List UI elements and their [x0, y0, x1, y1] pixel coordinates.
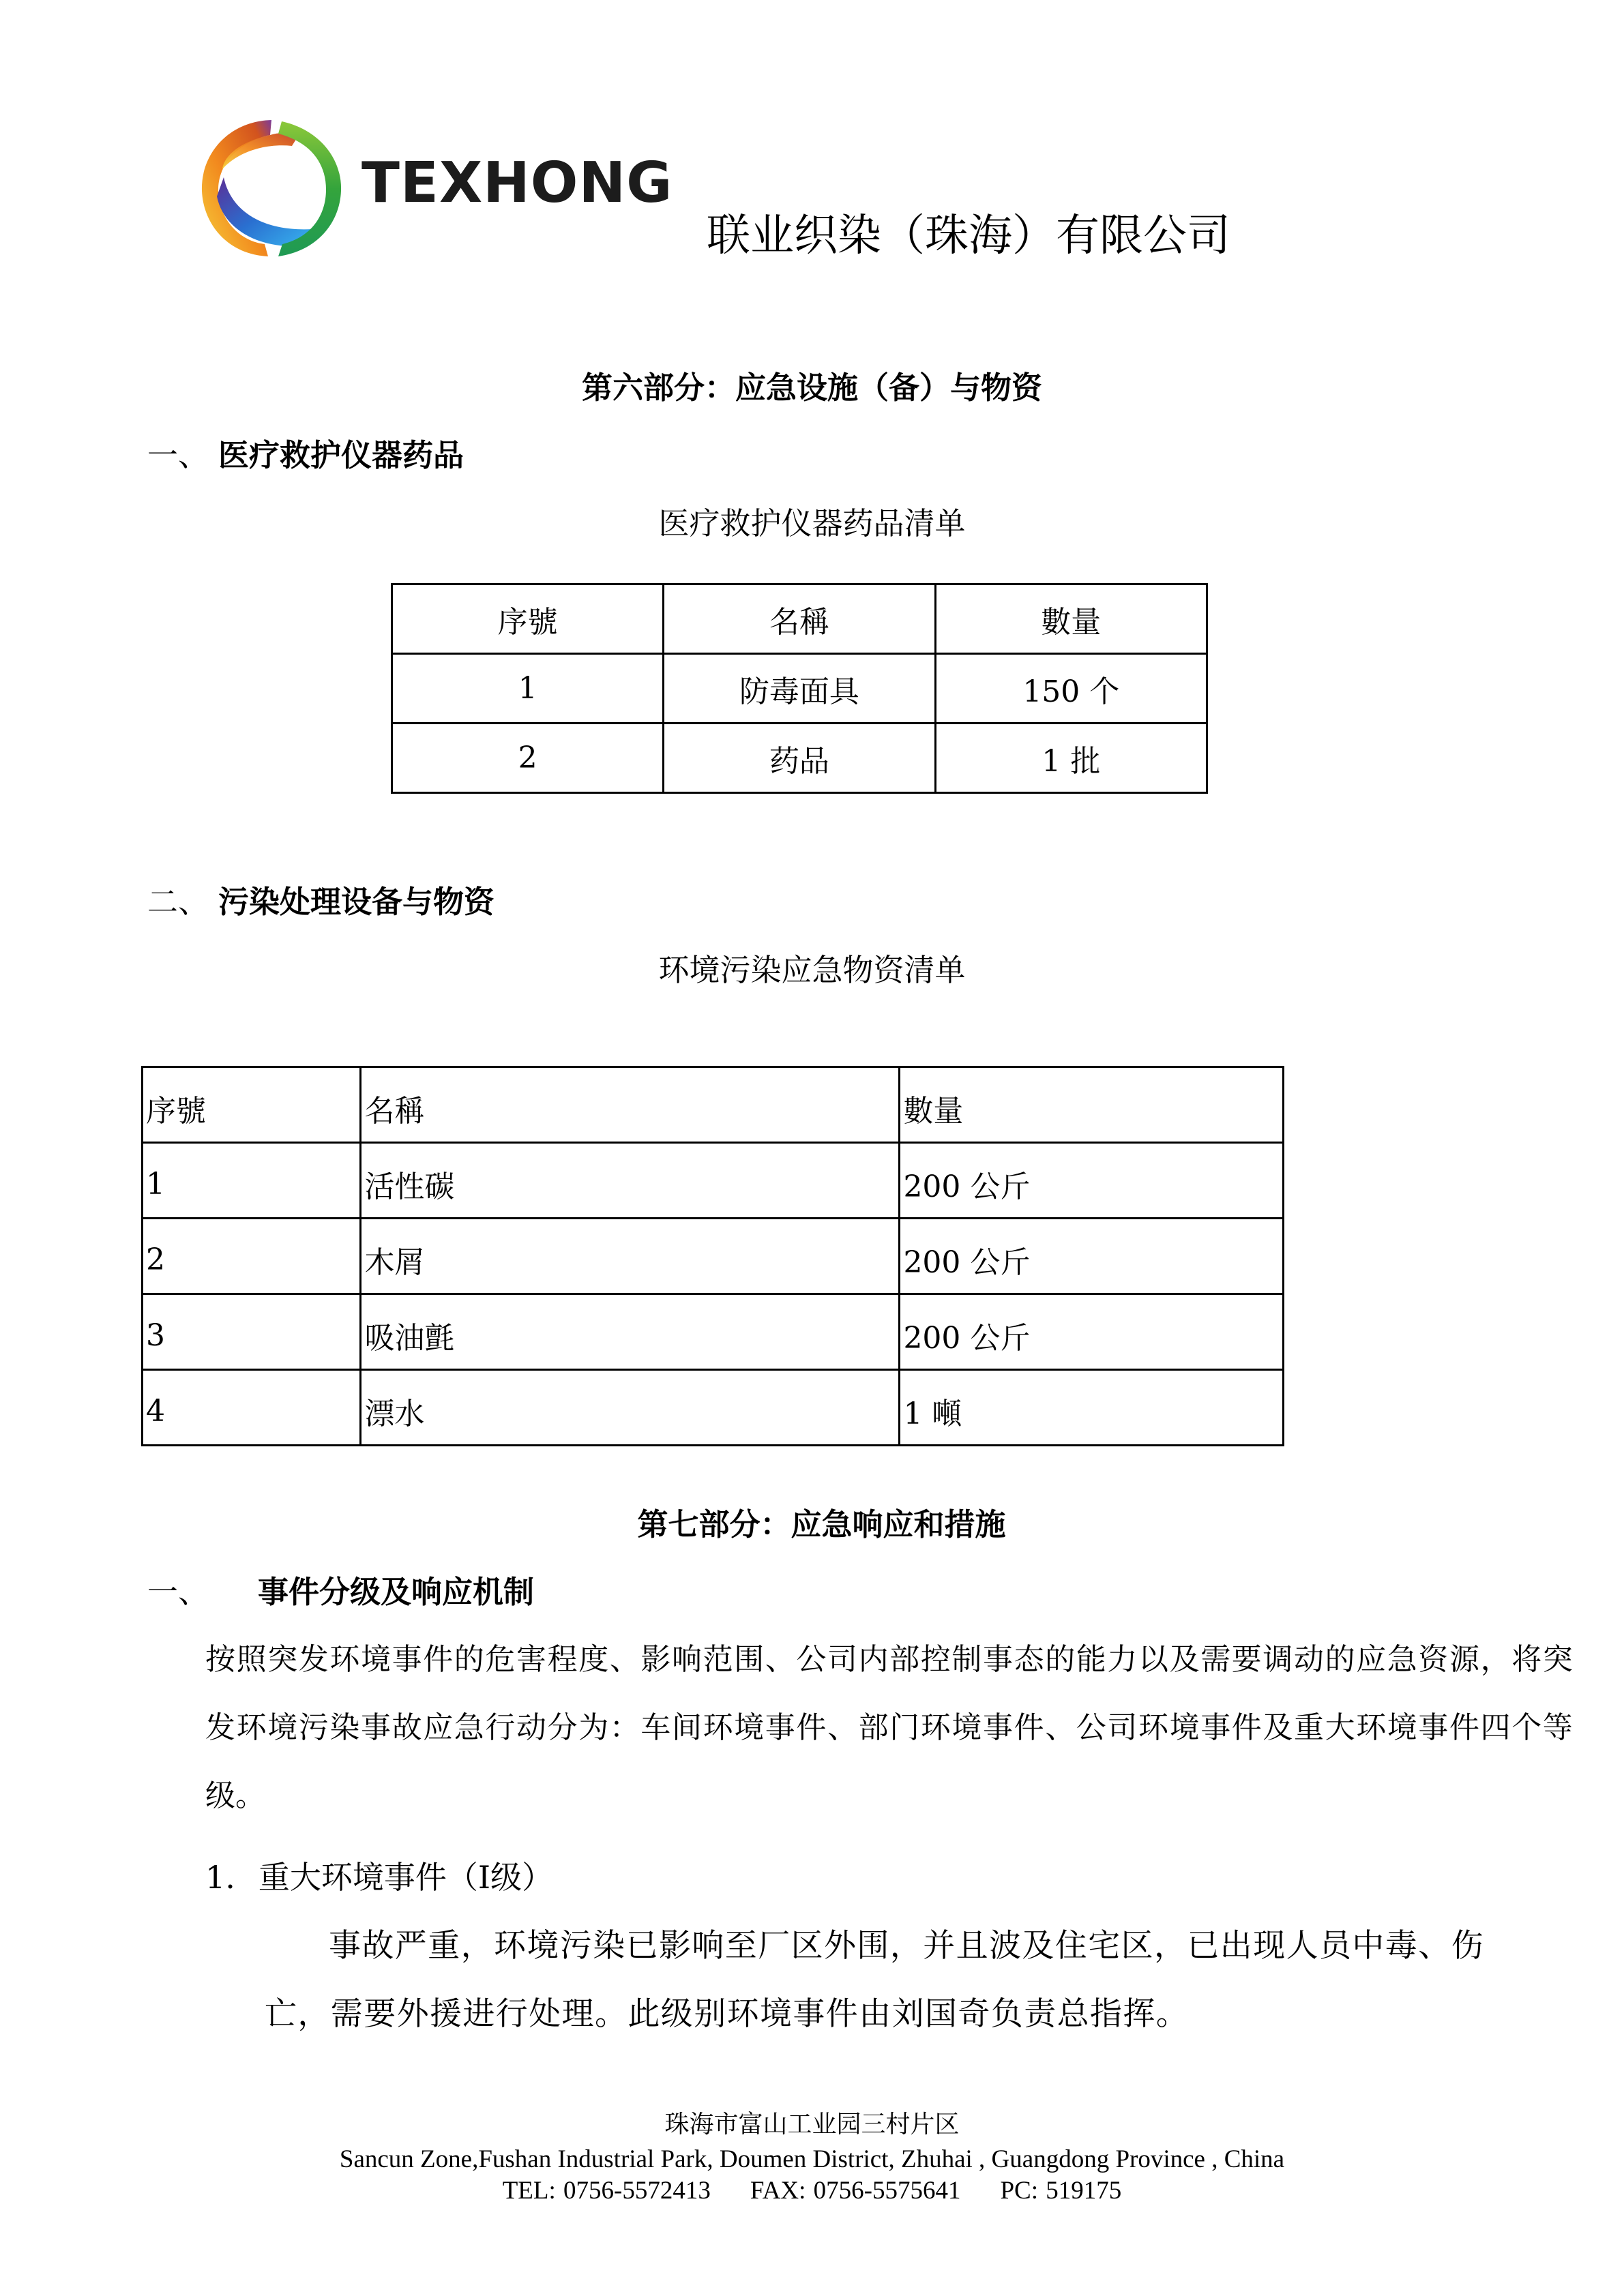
header-cell-index: 序號 [143, 1067, 361, 1143]
table-row [392, 724, 1207, 793]
footer-address-cn: 珠海市富山工业园三村片区 [664, 2111, 960, 2138]
footer-tel: TEL: 0756-5572413 [502, 2177, 711, 2205]
company-name: 联业织染（珠海）有限公司 [707, 211, 1230, 261]
list-item-heading [205, 1859, 554, 1896]
section-number: 一、 [147, 437, 209, 473]
texhong-wordmark: TEXHONG [361, 151, 673, 215]
footer-contact [0, 2178, 1624, 2203]
cell-index: 2 [392, 724, 664, 793]
header-cell-name: 名稱 [361, 1067, 900, 1143]
header-cell-quantity: 數量 [935, 584, 1207, 654]
section-heading-text: 污染处理设备与物资 [218, 884, 495, 920]
cell-index: 1 [143, 1143, 361, 1219]
header-cell-name: 名稱 [664, 584, 935, 654]
list-item-title: 重大环境事件（Ⅰ级） [258, 1859, 554, 1896]
paragraph-line: 亡，需要外援进行处理。此级别环境事件由刘国奇负责总指挥。 [265, 1995, 1190, 2033]
cell-quantity: 200 公斤 [900, 1294, 1284, 1370]
table-row [392, 654, 1207, 724]
cell-name: 活性碳 [361, 1143, 900, 1219]
table-header-row [392, 584, 1207, 654]
paragraph-line: 事故严重，环境污染已影响至厂区外围，并且波及住宅区，已出现人员中毒、伤 [329, 1927, 1484, 1965]
cell-quantity: 150 个 [935, 654, 1207, 724]
medical-supplies-table [391, 583, 1208, 794]
medical-table-title: 医疗救护仪器药品清单 [658, 505, 966, 541]
cell-name: 防毒面具 [664, 654, 935, 724]
cell-name: 漂水 [361, 1370, 900, 1446]
table-row [143, 1143, 1284, 1219]
paragraph-line: 按照突发环境事件的危害程度、影响范围、公司内部控制事态的能力以及需要调动的应急资源，将突 [205, 1642, 1574, 1677]
cell-index: 3 [143, 1294, 361, 1370]
part6-title: 第六部分：应急设施（备）与物资 [581, 370, 1042, 406]
header-cell-index: 序號 [392, 584, 664, 654]
cell-quantity: 200 公斤 [900, 1219, 1284, 1294]
footer-postcode: PC: 519175 [1000, 2177, 1122, 2205]
section-heading-text: 事件分级及响应机制 [258, 1574, 535, 1610]
cell-index: 1 [392, 654, 664, 724]
cell-quantity: 1 批 [935, 724, 1207, 793]
cell-index: 4 [143, 1370, 361, 1446]
part6-section1-heading [147, 437, 464, 473]
part6-section2-heading [147, 884, 495, 920]
cell-name: 药品 [664, 724, 935, 793]
pollution-table-title: 环境污染应急物资清单 [658, 952, 966, 988]
cell-name: 吸油氈 [361, 1294, 900, 1370]
part7-title: 第七部分：应急响应和措施 [637, 1506, 1006, 1542]
section-number: 一、 [147, 1574, 209, 1610]
pollution-supplies-table [141, 1066, 1284, 1446]
footer-address-en: Sancun Zone,Fushan Industrial Park, Doumen District, Zhuhai , Guangdong Province , China [339, 2145, 1285, 2173]
table-row [143, 1219, 1284, 1294]
table-header-row [143, 1067, 1284, 1143]
cell-quantity: 200 公斤 [900, 1143, 1284, 1219]
section-number: 二、 [147, 884, 209, 920]
footer-fax: FAX: 0756-5575641 [750, 2177, 961, 2205]
cell-quantity: 1 噸 [900, 1370, 1284, 1446]
cell-index: 2 [143, 1219, 361, 1294]
cell-name: 木屑 [361, 1219, 900, 1294]
texhong-logo-icon [196, 115, 348, 261]
part7-section1-heading [147, 1574, 535, 1610]
paragraph-line: 发环境污染事故应急行动分为：车间环境事件、部门环境事件、公司环境事件及重大环境事件四个等 [205, 1710, 1574, 1745]
section-heading-text: 医疗救护仪器药品 [218, 437, 464, 473]
list-item-number: 1. [205, 1859, 235, 1896]
header-cell-quantity: 數量 [900, 1067, 1284, 1143]
paragraph-line: 级。 [205, 1778, 265, 1813]
table-row [143, 1370, 1284, 1446]
table-row [143, 1294, 1284, 1370]
